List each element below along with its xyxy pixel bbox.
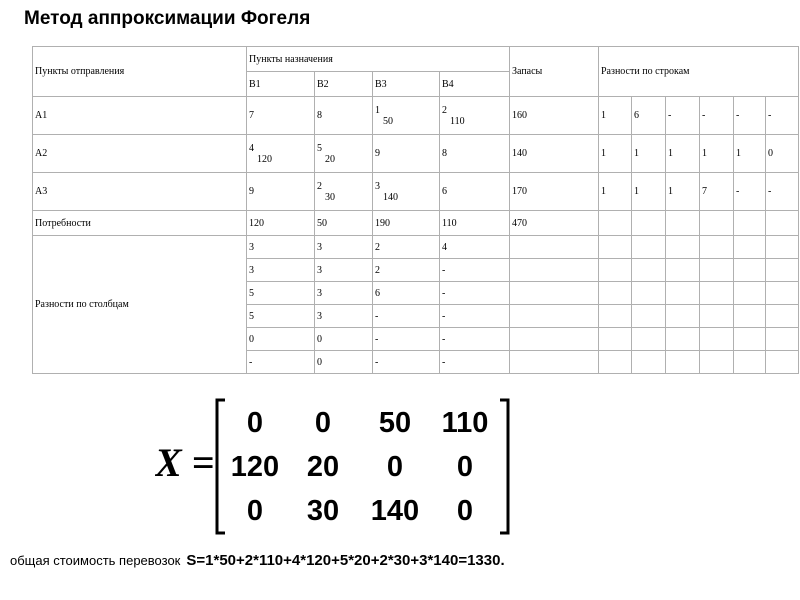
cost-cell: [247, 135, 315, 173]
cell-cost: 2: [442, 104, 447, 116]
empty-cell: [599, 328, 632, 351]
empty-cell: [766, 236, 799, 259]
empty-cell: [700, 282, 734, 305]
cell-cost: 8: [442, 148, 447, 159]
cell-cost: 2: [317, 180, 322, 192]
header-origins: Пункты отправления: [33, 47, 247, 97]
supply-cell: 140: [510, 135, 599, 173]
empty-cell: [666, 211, 700, 236]
row-difference-cell: 6: [632, 97, 666, 135]
column-difference-cell: 3: [315, 282, 373, 305]
empty-cell: [510, 259, 599, 282]
row-difference-cell: 1: [734, 135, 766, 173]
supply-cell: 170: [510, 173, 599, 211]
empty-cell: [700, 351, 734, 374]
matrix-cell: 0: [456, 495, 474, 527]
row-difference-cell: -: [734, 173, 766, 211]
cell-allocation: 50: [383, 115, 393, 127]
destination-header: B3: [373, 72, 440, 97]
empty-cell: [666, 351, 700, 374]
cost-cell: [440, 135, 510, 173]
row-difference-cell: -: [666, 97, 700, 135]
solution-matrix: [155, 394, 515, 539]
matrix-cell: 0: [246, 407, 264, 439]
cost-cell: [373, 97, 440, 135]
cell-cost: 1: [375, 104, 380, 116]
demand-cell: 190: [373, 211, 440, 236]
empty-cell: [666, 282, 700, 305]
cell-allocation: 30: [325, 191, 335, 203]
cost-label: общая стоимость перевозок: [10, 553, 181, 568]
demand-label: Потребности: [33, 211, 247, 236]
column-difference-cell: 3: [315, 305, 373, 328]
cost-formula: S=1*50+2*110+4*120+5*20+2*30+3*140=1330.: [186, 552, 505, 569]
cost-cell: [247, 97, 315, 135]
matrix-cell: 110: [441, 407, 489, 439]
destination-header: B1: [247, 72, 315, 97]
row-difference-cell: -: [766, 173, 799, 211]
table-row: [33, 211, 799, 236]
cell-cost: 3: [375, 180, 380, 192]
origin-label: A2: [33, 135, 247, 173]
column-difference-cell: 6: [373, 282, 440, 305]
column-differences-label: Разности по столбцам: [33, 236, 247, 374]
supply-cell: 160: [510, 97, 599, 135]
empty-cell: [766, 211, 799, 236]
total-cell: 470: [510, 211, 599, 236]
matrix-cell: 120: [230, 451, 280, 483]
empty-cell: [734, 305, 766, 328]
column-difference-cell: -: [440, 305, 510, 328]
origin-label: A3: [33, 173, 247, 211]
empty-cell: [734, 282, 766, 305]
empty-cell: [666, 259, 700, 282]
column-difference-cell: -: [247, 351, 315, 374]
matrix-cell: 20: [306, 451, 340, 483]
empty-cell: [632, 328, 666, 351]
row-difference-cell: 1: [700, 135, 734, 173]
left-bracket: [217, 400, 225, 533]
cell-cost: 6: [442, 186, 447, 197]
empty-cell: [510, 236, 599, 259]
column-difference-cell: 4: [440, 236, 510, 259]
row-difference-cell: 1: [599, 173, 632, 211]
empty-cell: [599, 259, 632, 282]
row-difference-cell: 1: [666, 173, 700, 211]
empty-cell: [599, 211, 632, 236]
empty-cell: [599, 282, 632, 305]
empty-cell: [734, 328, 766, 351]
empty-cell: [632, 282, 666, 305]
column-difference-cell: -: [440, 282, 510, 305]
column-difference-cell: 2: [373, 259, 440, 282]
column-difference-cell: 3: [247, 259, 315, 282]
matrix-cell: 30: [306, 495, 340, 527]
row-difference-cell: 1: [632, 135, 666, 173]
empty-cell: [700, 236, 734, 259]
column-difference-cell: 3: [247, 236, 315, 259]
table-row: [33, 47, 799, 72]
demand-cell: 50: [315, 211, 373, 236]
empty-cell: [766, 351, 799, 374]
column-difference-cell: -: [440, 351, 510, 374]
cell-cost: 9: [249, 186, 254, 197]
cost-cell: [440, 97, 510, 135]
empty-cell: [510, 351, 599, 374]
empty-cell: [734, 259, 766, 282]
empty-cell: [632, 351, 666, 374]
empty-cell: [734, 211, 766, 236]
cost-cell: [315, 173, 373, 211]
demand-cell: 120: [247, 211, 315, 236]
empty-cell: [599, 305, 632, 328]
right-bracket: [500, 400, 508, 533]
row-difference-cell: -: [734, 97, 766, 135]
column-difference-cell: 0: [315, 328, 373, 351]
empty-cell: [766, 305, 799, 328]
column-difference-cell: 0: [247, 328, 315, 351]
row-difference-cell: 1: [599, 97, 632, 135]
header-supply: Запасы: [510, 47, 599, 97]
header-destinations: Пункты назначения: [247, 47, 510, 72]
cost-cell: [373, 135, 440, 173]
table-row: [33, 173, 799, 211]
demand-cell: 110: [440, 211, 510, 236]
row-difference-cell: 1: [632, 173, 666, 211]
column-difference-cell: 2: [373, 236, 440, 259]
column-difference-cell: -: [373, 328, 440, 351]
matrix-label: X =: [155, 440, 215, 485]
destination-header: B4: [440, 72, 510, 97]
empty-cell: [666, 305, 700, 328]
cell-allocation: 140: [383, 191, 398, 203]
cell-cost: 5: [317, 142, 322, 154]
column-difference-cell: 3: [315, 259, 373, 282]
cost-cell: [315, 97, 373, 135]
cell-cost: 4: [249, 142, 254, 154]
empty-cell: [632, 305, 666, 328]
empty-cell: [510, 305, 599, 328]
column-difference-cell: 0: [315, 351, 373, 374]
empty-cell: [700, 328, 734, 351]
empty-cell: [766, 282, 799, 305]
column-difference-cell: 3: [315, 236, 373, 259]
table-row: [33, 135, 799, 173]
row-difference-cell: 1: [666, 135, 700, 173]
empty-cell: [766, 328, 799, 351]
empty-cell: [632, 236, 666, 259]
matrix-cell: 0: [456, 451, 474, 483]
column-difference-cell: -: [440, 259, 510, 282]
cell-cost: 9: [375, 148, 380, 159]
matrix-cell: 0: [314, 407, 332, 439]
matrix-cell: 140: [370, 495, 420, 527]
empty-cell: [734, 236, 766, 259]
matrix-cell: 0: [386, 451, 404, 483]
vogel-table: [32, 46, 799, 374]
row-difference-cell: 1: [599, 135, 632, 173]
row-difference-cell: -: [700, 97, 734, 135]
empty-cell: [599, 236, 632, 259]
column-difference-cell: -: [373, 351, 440, 374]
empty-cell: [700, 211, 734, 236]
column-difference-cell: 5: [247, 305, 315, 328]
cost-cell: [315, 135, 373, 173]
matrix-cell: 0: [246, 495, 264, 527]
page-title: Метод аппроксимации Фогеля: [24, 8, 311, 29]
row-difference-cell: -: [766, 97, 799, 135]
empty-cell: [766, 259, 799, 282]
empty-cell: [632, 259, 666, 282]
row-difference-cell: 0: [766, 135, 799, 173]
empty-cell: [666, 236, 700, 259]
cost-cell: [247, 173, 315, 211]
table-row: [33, 97, 799, 135]
empty-cell: [700, 305, 734, 328]
row-difference-cell: 7: [700, 173, 734, 211]
column-difference-cell: -: [440, 328, 510, 351]
table-row: [33, 236, 799, 259]
destination-header: B2: [315, 72, 373, 97]
cell-allocation: 120: [257, 153, 272, 165]
empty-cell: [666, 328, 700, 351]
column-difference-cell: 5: [247, 282, 315, 305]
origin-label: A1: [33, 97, 247, 135]
cell-allocation: 20: [325, 153, 335, 165]
empty-cell: [700, 259, 734, 282]
empty-cell: [599, 351, 632, 374]
cell-cost: 8: [317, 110, 322, 121]
matrix-cell: 50: [378, 407, 412, 439]
empty-cell: [510, 328, 599, 351]
cost-cell: [440, 173, 510, 211]
column-difference-cell: -: [373, 305, 440, 328]
cell-allocation: 110: [450, 115, 465, 127]
cell-cost: 7: [249, 110, 254, 121]
empty-cell: [510, 282, 599, 305]
empty-cell: [734, 351, 766, 374]
cost-cell: [373, 173, 440, 211]
header-row-differences: Разности по строкам: [599, 47, 799, 97]
cost-line: [10, 552, 505, 570]
empty-cell: [632, 211, 666, 236]
